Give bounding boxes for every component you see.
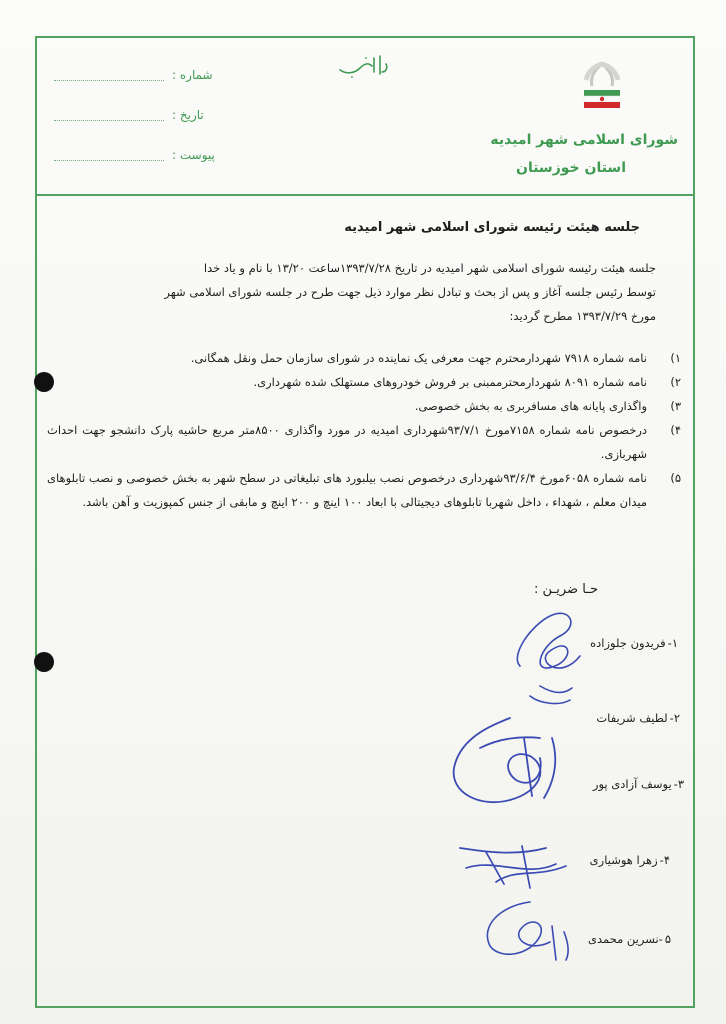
agenda-item	[47, 466, 681, 514]
agenda-item-text: واگذاری پایانه های مسافربری به بخش خصوصی.	[414, 399, 647, 413]
attendee-number: ۲-	[669, 711, 680, 725]
header-divider	[35, 194, 695, 196]
document-title: جلسه هیئت رئیسه شورای اسلامی شهر امیدیه	[344, 220, 640, 235]
attendee-number: ۴-	[659, 853, 670, 867]
agenda-item-number: ۴)	[670, 423, 681, 437]
agenda-item-text: نامه شماره ۷۹۱۸ شهردارمحترم جهت معرفی یک نماینده در شورای سازمان حمل ونقل همگانی.	[190, 351, 647, 365]
agenda-item-number: ۲)	[670, 375, 681, 389]
bismillah-calligraphy-icon	[336, 52, 390, 80]
province-name: استان خوزستان	[516, 160, 626, 176]
attendee-row	[593, 777, 684, 791]
intro-line: مورخ ۱۳۹۳/۷/۲۹ مطرح گردید:	[509, 309, 656, 323]
agenda-item-text: نامه شماره ۶۰۵۸مورخ ۹۳/۶/۴شهرداری درخصوص نصب بیلبورد های تبلیغاتی در سطح شهر به بخش خصوصی و نصب تابلوهای میدان معلم ، شهداء ، داخل شهربا تابلوهای دیجیتالی با ابعاد ۱۰۰ اینچ و ۲۰۰ اینچ و مابقی از جنس کمپوزیت و آهن باشد.	[47, 471, 648, 509]
attendee-name: زهرا هوشیاری	[589, 853, 658, 867]
agenda-item	[47, 418, 681, 466]
attendee-number: ۱-	[667, 636, 678, 650]
attendee-row	[590, 636, 678, 650]
agenda-item	[47, 346, 681, 370]
agenda-item-number: ۳)	[670, 399, 681, 413]
intro-line: جلسه هیئت رئیسه شورای اسلامی شهر امیدیه در تاریخ ۱۳۹۳/۷/۲۸ساعت ۱۳/۲۰ با نام و یاد خدا	[203, 261, 656, 275]
agenda-list	[47, 346, 681, 514]
intro-line: توسط رئیس جلسه آغاز و پس از بحث و تبادل نظر موارد ذیل جهت طرح در جلسه شورای اسلامی شهر	[164, 285, 656, 299]
agenda-item	[47, 394, 681, 418]
meta-attachment-value	[54, 150, 164, 161]
agenda-item-number: ۱)	[670, 351, 681, 365]
attendee-number: ۳-	[673, 777, 684, 791]
meta-number-label: شماره :	[172, 68, 213, 82]
punch-hole-bottom	[34, 652, 54, 672]
meta-date-label: تاریخ :	[172, 108, 204, 122]
attendee-name: یوسف آزادی پور	[592, 777, 672, 791]
meta-date	[54, 108, 204, 122]
attendee-number: ۵	[664, 932, 671, 946]
agenda-item	[47, 370, 681, 394]
iran-emblem-icon	[572, 56, 632, 112]
attendee-name: -نسرین محمدی	[587, 932, 663, 946]
meta-number-value	[54, 70, 164, 81]
agenda-item-text: نامه شماره ۸۰۹۱ شهردارمحترممبنی بر فروش خودروهای مستهلک شده شهرداری.	[253, 375, 647, 389]
attendee-row	[588, 932, 671, 946]
attendee-row	[590, 853, 670, 867]
attendee-name: فریدون جلوزاده	[590, 636, 666, 650]
council-name: شورای اسلامی شهر امیدیه	[490, 132, 678, 148]
agenda-item-text: درخصوص نامه شماره ۷۱۵۸مورخ ۹۳/۷/۱شهرداری امیدیه در مورد واگذاری ۸۵۰۰متر مربع حاشیه پارک دانشجو جهت احداث شهربازی.	[47, 423, 647, 461]
meta-number	[54, 68, 213, 82]
intro-paragraph	[66, 256, 656, 328]
meta-date-value	[54, 110, 164, 121]
attendees-title: حـا ضریـن :	[534, 582, 598, 597]
attendee-name: لطیف شریفات	[596, 711, 668, 725]
meta-attachment-label: پیوست :	[172, 148, 215, 162]
meta-attachment	[54, 148, 215, 162]
attendee-row	[596, 711, 680, 725]
agenda-item-number: ۵)	[670, 471, 681, 485]
